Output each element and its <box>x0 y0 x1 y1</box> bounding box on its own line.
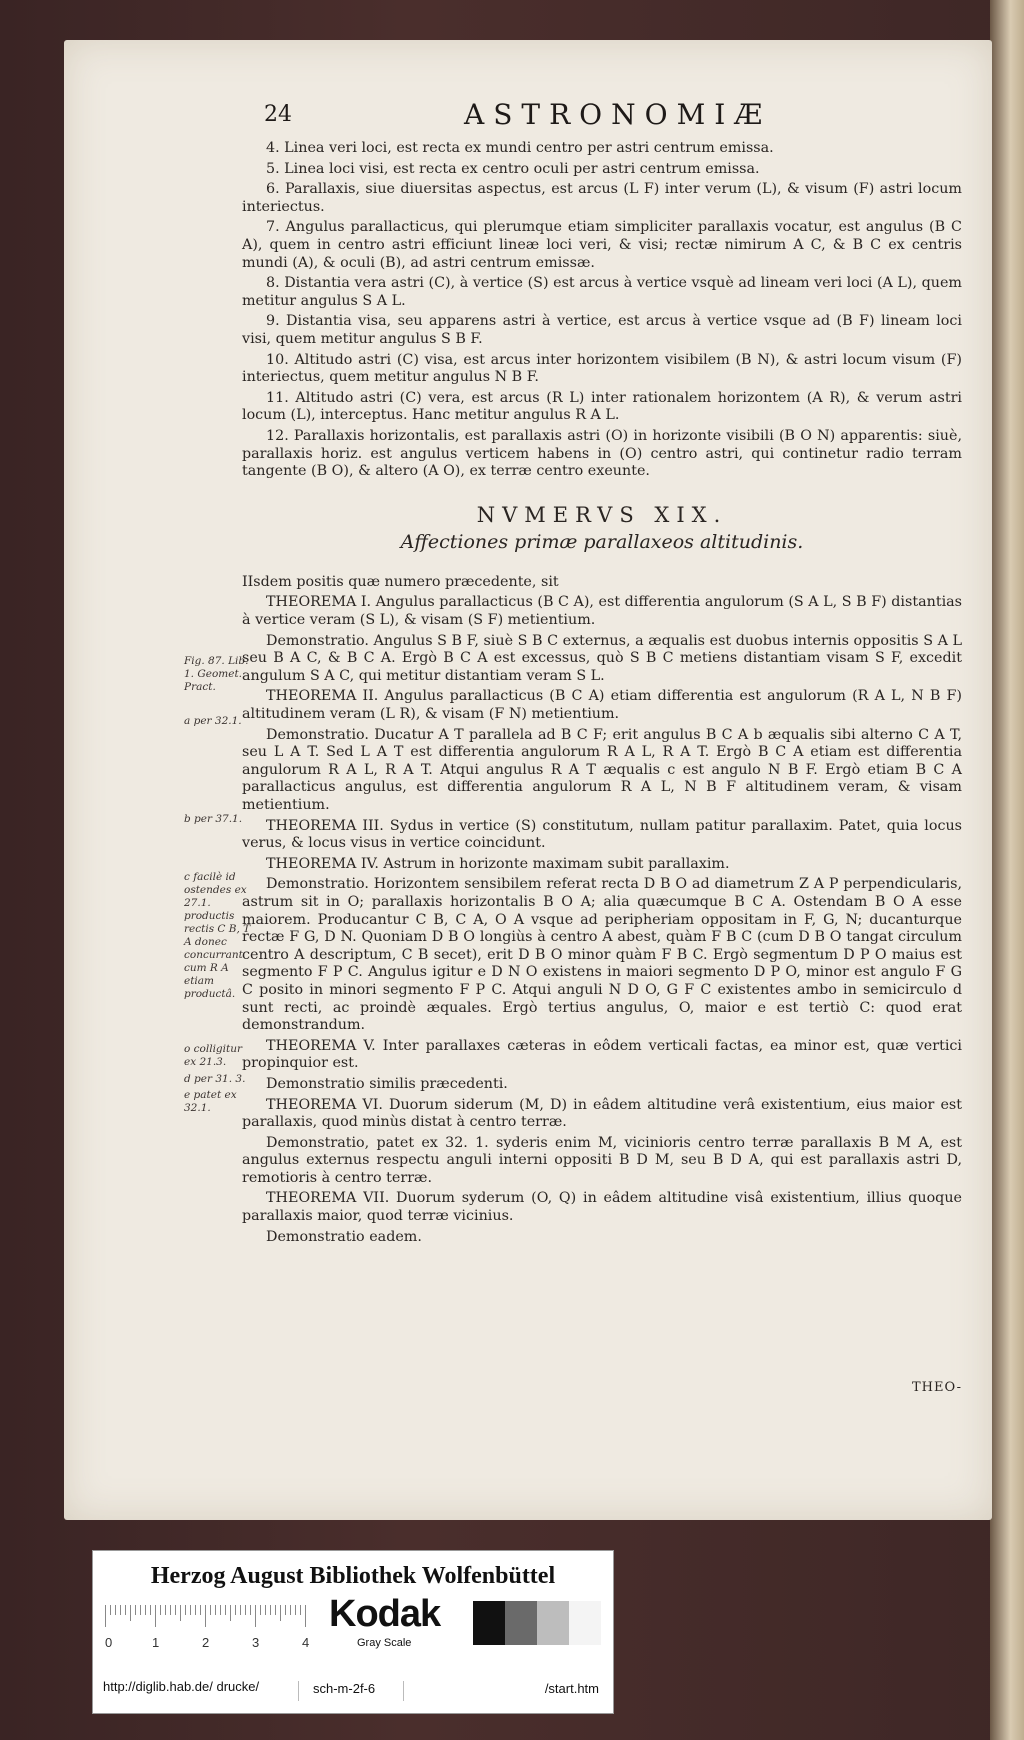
ruler-number: 3 <box>252 1635 260 1650</box>
ruler-tick <box>130 1605 131 1621</box>
page-header <box>64 98 992 142</box>
book-spine <box>990 0 1024 1740</box>
ruler-tick <box>205 1605 206 1627</box>
ruler-tick <box>235 1605 236 1615</box>
definition-8: 8. Distantia vera astri (C), à vertice (S) est arcus à vertice vsquè ad lineam veri loci (A L), quem metitur angulus S A L. <box>242 275 962 309</box>
ruler-tick <box>135 1605 136 1615</box>
ruler-tick <box>215 1605 216 1615</box>
paragraph: IIsdem positis quæ numero præcedente, sit <box>242 573 559 590</box>
library-url: http://diglib.hab.de/ drucke/ <box>103 1679 260 1694</box>
definition-7: 7. Angulus parallacticus, qui plerumque etiam simpliciter parallaxis vocatur, est angulus (B C A), quem in centro astri efficiunt lineæ loci veri, & visi; rectæ nimirum A C, & B C ex centris mundi (A), & oculi (B), ad astri centrum emissæ. <box>242 219 962 271</box>
gray-patch <box>473 1601 505 1645</box>
ruler-number: 1 <box>152 1635 160 1650</box>
theorem-3: THEOREMA III. Sydus in vertice (S) constitutum, nullam patitur parallaxim. Patet, quia locus verus, & locus visus in vertice coincidunt. <box>242 817 962 852</box>
book-page <box>64 40 992 1520</box>
gray-scale-patches <box>473 1601 601 1645</box>
running-title: ASTRONOMIÆ <box>464 98 772 131</box>
gray-scale-label: Gray Scale <box>357 1637 412 1649</box>
ruler-tick <box>305 1605 306 1627</box>
margin-note: o colligitur ex 21.3. <box>184 1043 243 1068</box>
ruler-tick <box>255 1605 256 1627</box>
section-subtitle: Affectiones primæ parallaxeos altitudinis. <box>400 531 804 554</box>
ruler-tick <box>165 1605 166 1615</box>
margin-note: b per 37.1. <box>184 813 243 825</box>
ruler-tick <box>295 1605 296 1615</box>
ruler-tick <box>105 1605 106 1627</box>
kodak-logo: Kodak <box>329 1593 441 1635</box>
demonstration: Demonstratio eadem. <box>266 1228 422 1245</box>
ruler-tick <box>245 1605 246 1615</box>
ruler-tick <box>280 1605 281 1621</box>
theorem-2: THEOREMA II. Angulus parallacticus (B C A) etiam differentia est angulorum (R A L, N B F) altitudinem veram (L R), & visam (F N) metientium. <box>242 688 962 723</box>
margin-note: d per 31. 3. <box>184 1073 246 1085</box>
ruler-tick <box>150 1605 151 1615</box>
ruler-tick <box>300 1605 301 1615</box>
demonstration: Demonstratio. Angulus S B F, siuè S B C externus, a æqualis est duobus internis oppositis S A L seu B A C, & B C A. Ergò B C A est excessus, quò S B C metiens distantiam visam S F, excedit angulum S A C, qui metitur distantiam veram S L. <box>242 632 962 684</box>
definition-6: 6. Parallaxis, siue diuersitas aspectus, est arcus (L F) inter verum (L), & visum (F) astri locum interiectus. <box>242 181 962 215</box>
section-title: NVMERVS XIX. <box>476 502 728 527</box>
ruler-tick <box>275 1605 276 1615</box>
gray-patch <box>537 1601 569 1645</box>
page-body <box>242 140 962 1249</box>
definition-11: 11. Altitudo astri (C) vera, est arcus (R L) inter rationalem horizontem (A R), & verum astri locum (L), interceptus. Hanc metitur angulus R A L. <box>242 389 962 424</box>
theorem-6: THEOREMA VI. Duorum siderum (M, D) in eâdem altitudine verâ existentium, eius maior est parallaxis, quod minùs distat à centro terræ. <box>242 1096 962 1131</box>
demonstration: Demonstratio. Ducatur A T parallela ad B C F; erit angulus B C A b æqualis sibi alterno C A T, seu L A T. Sed L A T est differentia angulorum R A L, R A T. Ergò B C A etiam est differentia angulorum R A L, R A T. Atqui angulus R A T æqualis c est angulo N B F. Ergò etiam B C A parallacticus angulus, est differentia angulorum R A L, N B F altitudinem veram, & visam metientium. <box>242 726 962 813</box>
ruler-tick <box>250 1605 251 1615</box>
ruler-tick <box>265 1605 266 1615</box>
definition-9: 9. Distantia visa, seu apparens astri à vertice, est arcus à vertice vsque ad (B F) lineam loci visi, quem metitur angulus S B F. <box>242 313 962 347</box>
ruler-tick <box>185 1605 186 1615</box>
ruler-tick <box>190 1605 191 1615</box>
ruler-tick <box>110 1605 111 1615</box>
start-link: /start.htm <box>544 1681 599 1696</box>
ruler-number: 4 <box>302 1635 310 1650</box>
definition-12: 12. Parallaxis horizontalis, est parallaxis astri (O) in horizonte visibili (B O N) apparentis: siuè, parallaxis horiz. est angulus verticem habens in (O) centro astri, qui continetur radio terram tangente (B O), & altero (A O), ex terræ centro exeunte. <box>242 427 962 480</box>
margin-note: Fig. 87. Lib. 1. Geomet. Pract. <box>184 655 249 693</box>
definition-10: 10. Altitudo astri (C) visa, est arcus inter horizontem visibilem (B N), & astri locum visum (F) interiectus, quem metitur angulus N B F. <box>242 351 962 386</box>
theorem-5: THEOREMA V. Inter parallaxes cæteras in eôdem verticali factas, ea minor est, quæ vertici propinquior est. <box>242 1037 962 1072</box>
ruler-tick <box>225 1605 226 1615</box>
separator <box>403 1681 404 1701</box>
ruler-tick <box>200 1605 201 1615</box>
ruler-tick <box>230 1605 231 1621</box>
ruler-tick <box>155 1605 156 1627</box>
demonstration: Demonstratio. Horizontem sensibilem referat recta D B O ad diametrum Z A P perpendicularis, astrum sit in O; parallaxis horizontalis B O A; alia quæcumque B C A. Ostendam B O A esse maiorem. Producantur C B, C A, O A vsque ad peripheriam oppositam in F, G, N; ducanturque rectæ F G, D N. Quoniam D B O longiùs à centro A abest, quàm F B C (cum D B O tangat circulum centro A descriptum, C B secet), erit D B O minor quàm F B C. Ergò segmentum D P O maius est segmento F P C. Angulus igitur e D N O existens in maiori segmento D P O, minor est angulo F G C posito in minori segmento F P C. Atqui anguli N D O, G F C existentes ambo in semicirculo d sunt recti, ac proindè æquales. Ergò tertius angulus, O, maior e est tertiò C: quod erat demonstrandum. <box>242 876 962 1034</box>
gray-patch <box>505 1601 537 1645</box>
margin-note: c facilè id ostendes ex 27.1. productis rectis C B, T A donec concurrant cum R A etiam productâ. <box>184 871 251 1000</box>
ruler-tick <box>270 1605 271 1615</box>
ruler-tick <box>220 1605 221 1615</box>
shelfmark: sch-m-2f-6 <box>313 1681 376 1696</box>
ruler-tick <box>125 1605 126 1615</box>
library-name: Herzog August Bibliothek Wolfenbüttel <box>150 1563 556 1589</box>
theorem-4: THEOREMA IV. Astrum in horizonte maximam subit parallaxim. <box>266 855 730 872</box>
separator <box>298 1681 299 1701</box>
page-number: 24 <box>264 102 292 127</box>
ruler-tick <box>115 1605 116 1615</box>
ruler-tick <box>180 1605 181 1621</box>
definition-4: 4. Linea veri loci, est recta ex mundi centro per astri centrum emissa. <box>266 140 774 156</box>
ruler-tick <box>240 1605 241 1615</box>
ruler-tick <box>260 1605 261 1615</box>
ruler-tick <box>120 1605 121 1615</box>
ruler-tick <box>290 1605 291 1615</box>
ruler-number: 0 <box>105 1635 113 1650</box>
ruler-number: 2 <box>202 1635 210 1650</box>
ruler-tick <box>160 1605 161 1615</box>
ruler-tick <box>145 1605 146 1615</box>
catchword: THEO- <box>911 1380 962 1395</box>
library-color-card <box>92 1550 614 1714</box>
ruler-tick <box>210 1605 211 1615</box>
margin-note: a per 32.1. <box>184 715 242 727</box>
gray-patch <box>569 1601 601 1645</box>
definition-5: 5. Linea loci visi, est recta ex centro oculi per astri centrum emissa. <box>266 160 760 177</box>
ruler-tick <box>285 1605 286 1615</box>
demonstration: Demonstratio, patet ex 32. 1. syderis enim M, vicinioris centro terræ parallaxis B M A, est angulus externus respectu anguli interni oppositi B D M, seu B D A, qui est parallaxis astri D, remotioris à centro terræ. <box>242 1134 962 1186</box>
ruler-tick <box>140 1605 141 1615</box>
demonstration: Demonstratio similis præcedenti. <box>266 1075 508 1092</box>
margin-note: e patet ex 32.1. <box>184 1089 237 1114</box>
ruler-tick <box>170 1605 171 1615</box>
theorem-1: THEOREMA I. Angulus parallacticus (B C A), est differentia angulorum (S A L, S B F) distantias à vertice veram (S L), & visam (S F) metientium. <box>242 594 962 629</box>
theorem-7: THEOREMA VII. Duorum syderum (O, Q) in eâdem altitudine visâ existentium, illius quoque parallaxis maior, quod terræ vicinius. <box>242 1190 962 1225</box>
ruler-tick <box>195 1605 196 1615</box>
ruler-tick <box>175 1605 176 1615</box>
